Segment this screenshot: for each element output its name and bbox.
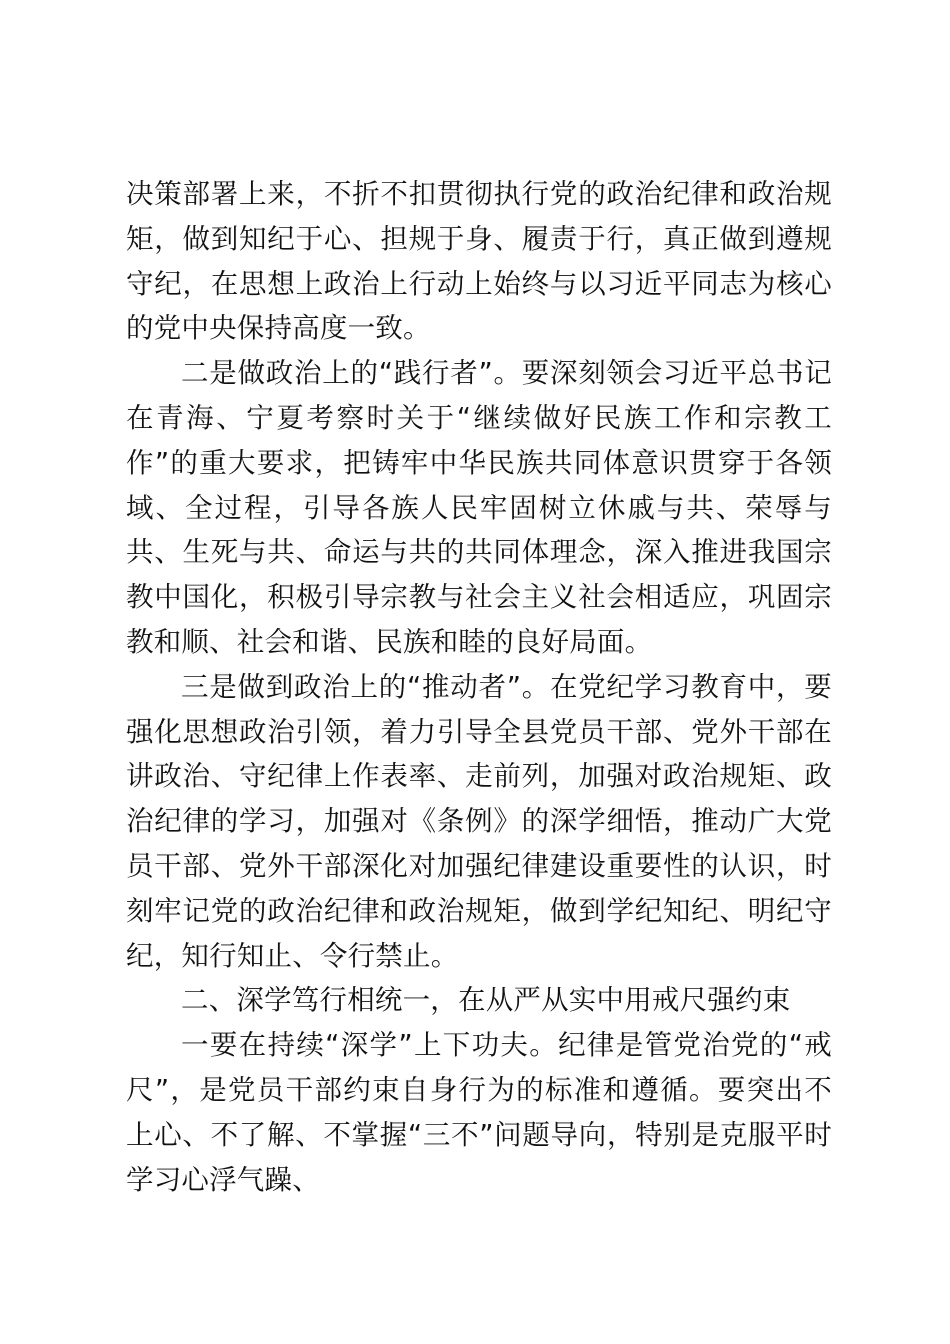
section-heading: 二、深学笃行相统一，在从严从实中用戒尺强约束 [181, 984, 791, 1017]
paragraph-2: 二是做政治上的“践行者”。要深刻领会习近平总书记在青海、宁夏考察时关于“继续做好民族工作和宗教工作”的重大要求，把铸牢中华民族共同体意识贯穿于各领域、全过程，引导各族人民牢固树立休戚与共、荣辱与共、生死与共、命运与共的共同体理念，深入推进我国宗教中国化，积极引导宗教与社会主义社会相适应，巩固宗教和顺、社会和谐、民族和睦的良好局面。 [126, 357, 832, 658]
paragraph-1: 决策部署上来，不折不扣贯彻执行党的政治纪律和政治规矩，做到知纪于心、担规于身、履责于行，真正做到遵规守纪，在思想上政治上行动上始终与以习近平同志为核心的党中央保持高度一致。 [126, 178, 832, 345]
paragraph-4: 一要在持续“深学”上下功夫。纪律是管党治党的“戒尺”，是党员干部约束自身行为的标准和遵循。要突出不上心、不了解、不掌握“三不”问题导向，特别是克服平时学习心浮气躁、 [126, 1029, 832, 1196]
document-body [126, 172, 832, 1202]
paragraph-3: 三是做到政治上的“推动者”。在党纪学习教育中，要强化思想政治引领，着力引导全县党员干部、党外干部在讲政治、守纪律上作表率、走前列，加强对政治规矩、政治纪律的学习，加强对《条例》的深学细悟，推动广大党员干部、党外干部深化对加强纪律建设重要性的认识，时刻牢记党的政治纪律和政治规矩，做到学纪知纪、明纪守纪，知行知止、令行禁止。 [126, 670, 832, 972]
